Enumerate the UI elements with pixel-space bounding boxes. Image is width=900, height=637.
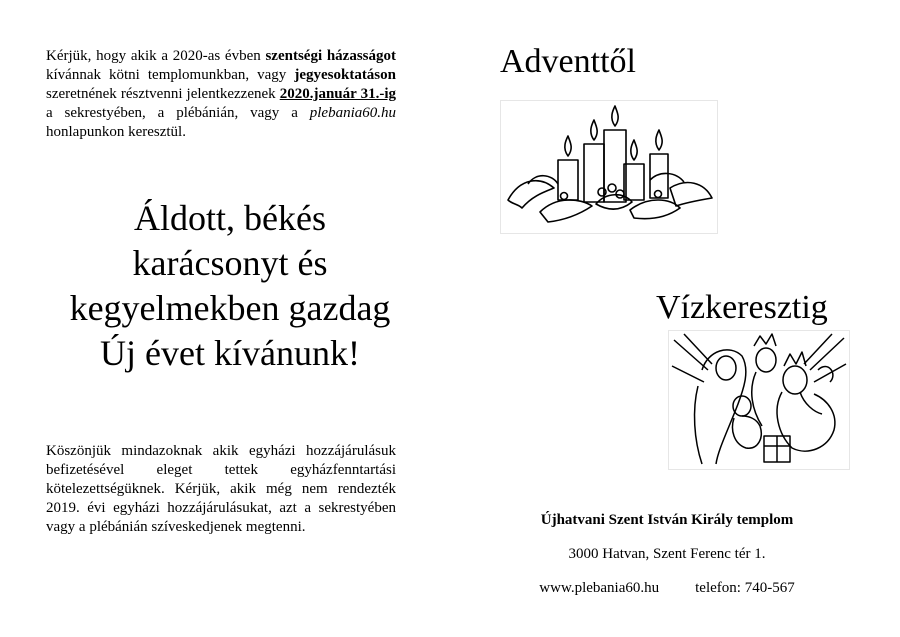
greeting-line: kegyelmekben gazdag	[69, 288, 391, 328]
church-website[interactable]: www.plebania60.hu	[539, 580, 660, 596]
title-advent: Adventtől	[500, 43, 636, 80]
announcement-bold-marriage: szentségi házasságot	[265, 48, 396, 64]
announcement-text: Kérjük, hogy akik a 2020-as évben	[46, 48, 266, 64]
announcement-paragraph	[46, 47, 396, 142]
church-address: 3000 Hatvan, Szent Ferenc tér 1.	[568, 546, 766, 562]
announcement-bold-course: jegyesoktatáson	[294, 67, 396, 83]
announcement-website: plebania60.hu	[309, 105, 396, 121]
title-epiphany: Vízkeresztig	[656, 289, 828, 326]
greeting-line: karácsonyt és	[132, 243, 328, 283]
greeting-line: Új évet kívánunk!	[100, 333, 360, 373]
greeting-line: Áldott, békés	[134, 198, 326, 238]
three-kings-illustration	[668, 330, 850, 470]
church-name: Újhatvani Szent István Király templom	[540, 512, 794, 528]
church-contact	[502, 580, 832, 597]
church-phone: telefon: 740-567	[695, 580, 795, 596]
right-panel	[450, 0, 900, 637]
announcement-text: szeretnének résztvenni jelentkezzenek	[46, 86, 280, 102]
announcement-text: a sekrestyében, a plébánián, vagy a	[46, 105, 310, 121]
thanks-paragraph: Köszönjük mindazoknak akik egyházi hozzájárulásuk befizetésével eleget tettek egyházfenntartási kötelezettségüknek. Kérjük, akik még nem rendezték 2019. évi egyházi hozzájárulásukat, azt a sekrestyében vagy a plébánián szíveskedjenek megtenni.	[46, 443, 396, 535]
announcement-text: kívánnak kötni templomunkban, vagy	[46, 67, 295, 83]
greeting-block	[20, 196, 440, 376]
announcement-deadline: 2020.január 31.-ig	[279, 86, 396, 102]
advent-wreath-illustration	[500, 100, 718, 234]
announcement-text: honlapunkon keresztül.	[46, 124, 186, 140]
